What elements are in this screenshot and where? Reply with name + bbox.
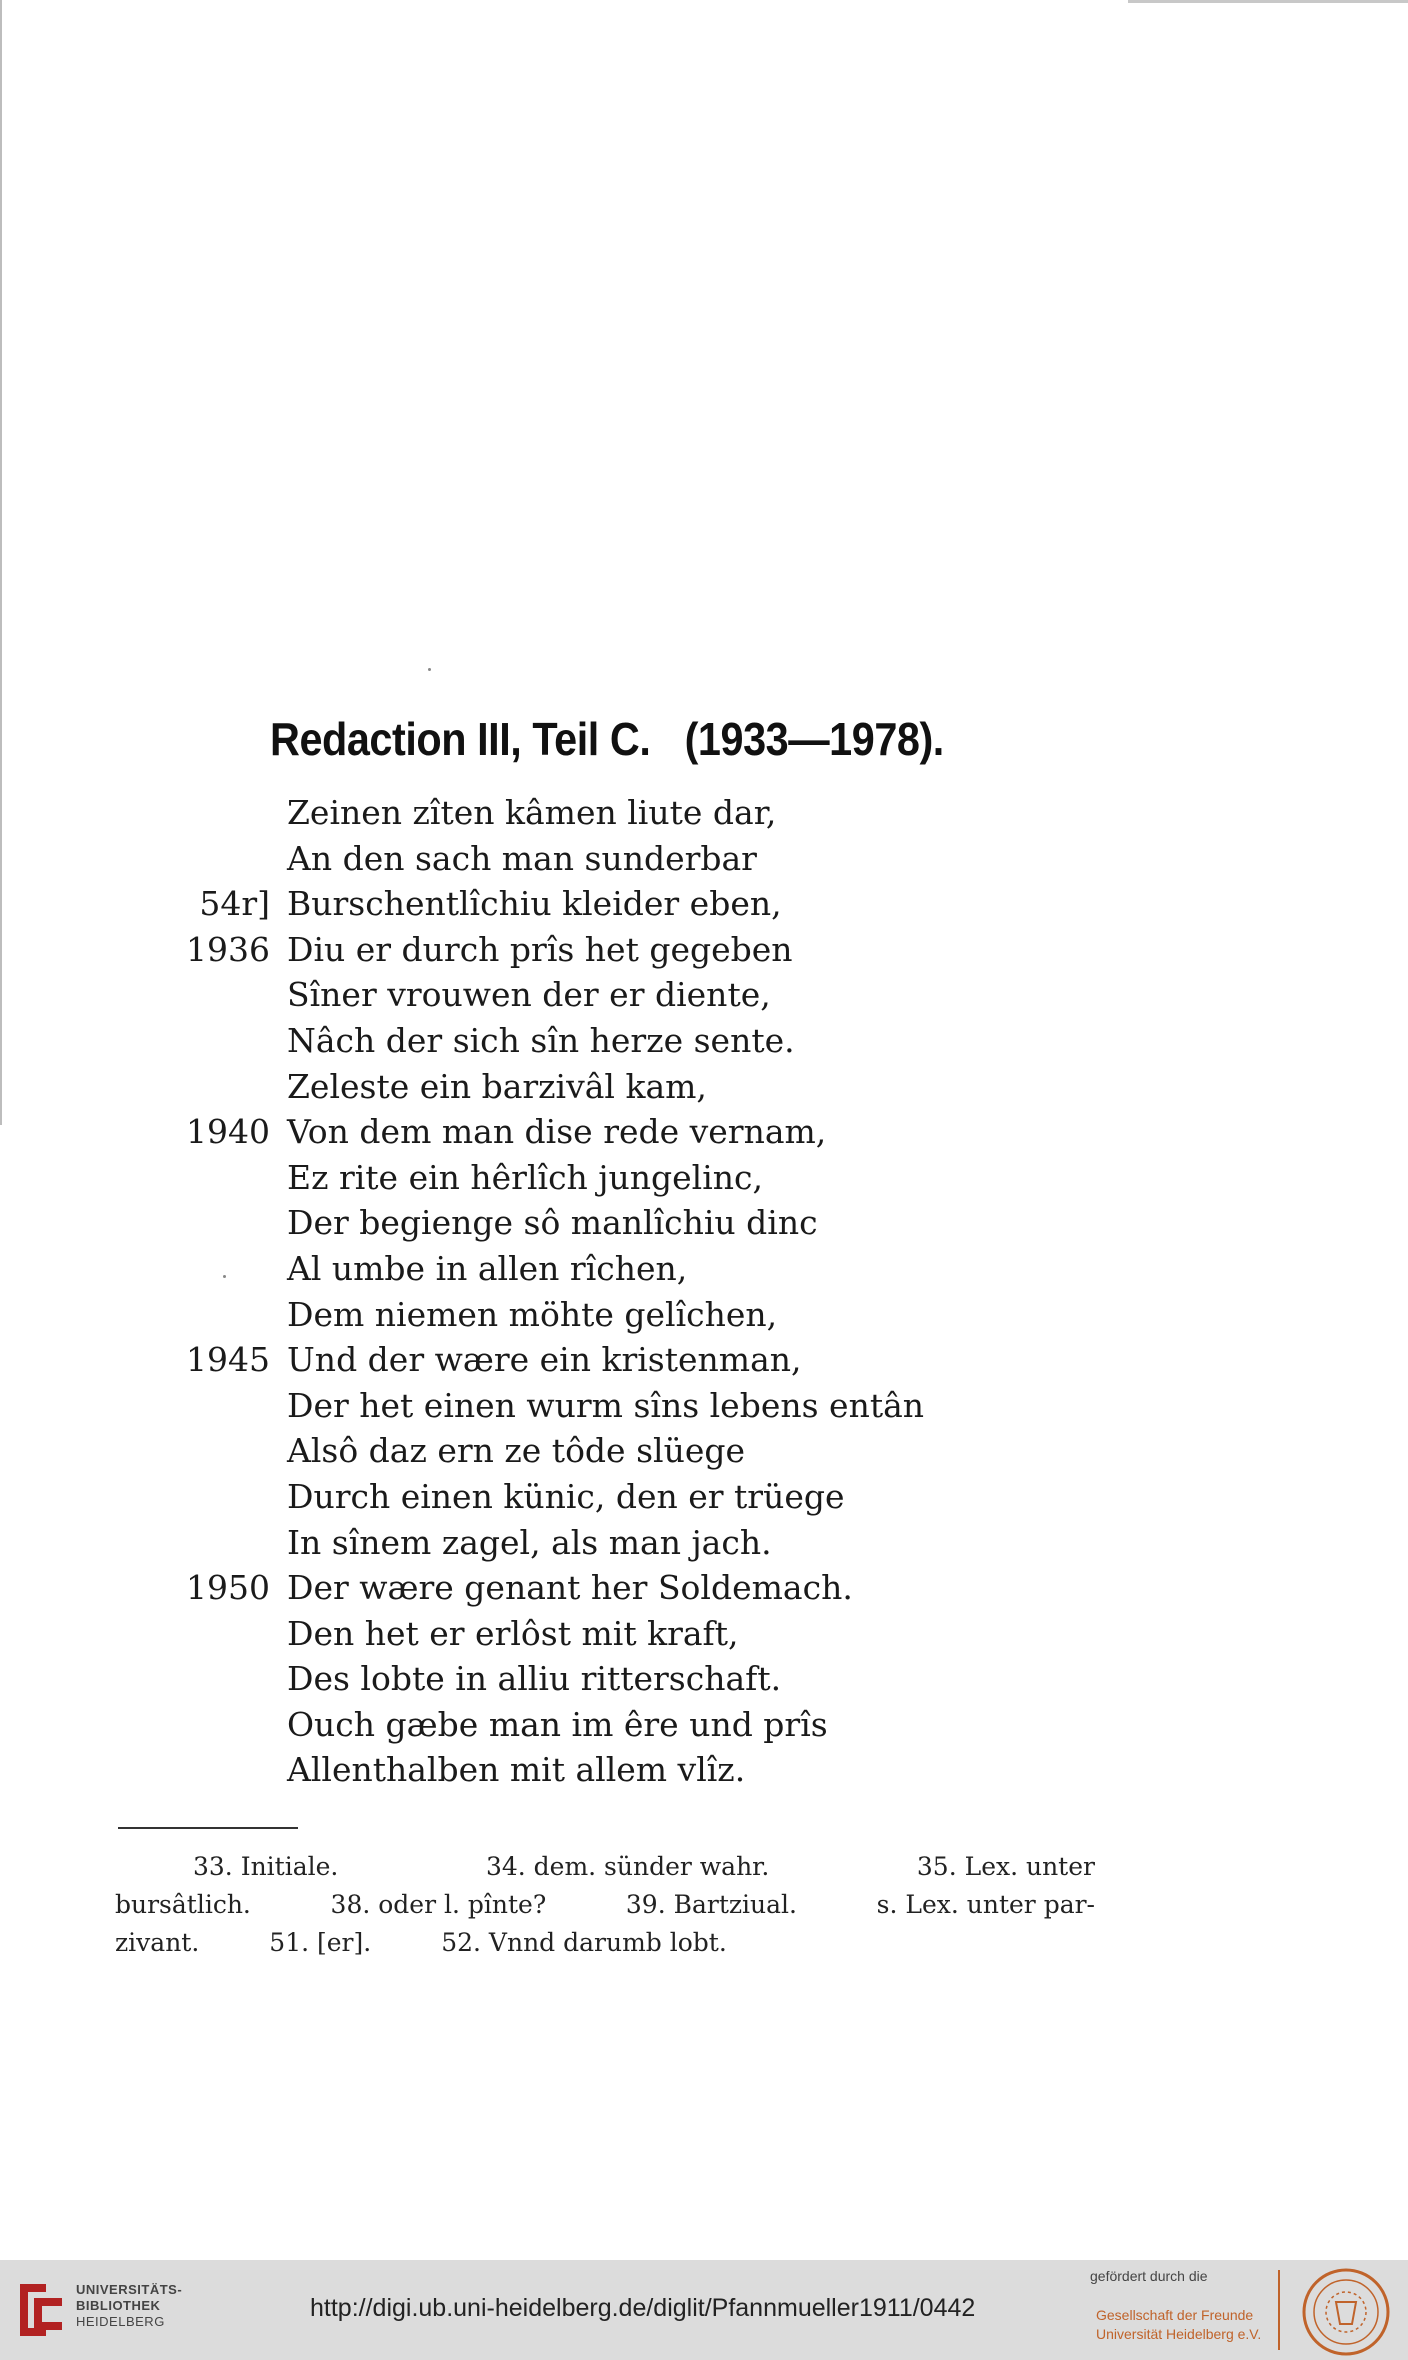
verse-line — [0, 1109, 1100, 1155]
footnote: 35. Lex. unter — [916, 1852, 1095, 1881]
heading-title: Redaction III, Teil C. — [270, 713, 651, 765]
footnote: 33. Initiale. — [193, 1852, 339, 1881]
poem-text — [0, 790, 1100, 1793]
verse-line — [0, 1383, 1100, 1429]
library-name: UNIVERSITÄTS- BIBLIOTHEK HEIDELBERG — [76, 2282, 183, 2329]
digitization-footer — [0, 2260, 1408, 2360]
verse-text: Der begienge sô manlîchiu dinc — [287, 1203, 818, 1243]
verse-text: Alsô daz ern ze tôde slüege — [287, 1431, 746, 1471]
verse-text: Burschentlîchiu kleider eben, — [287, 884, 782, 924]
verse-text: Ez rite ein hêrlîch jungelinc, — [287, 1157, 764, 1197]
footnote: 51. [er]. — [269, 1928, 372, 1957]
verse-line — [0, 1200, 1100, 1246]
verse-line — [0, 1474, 1100, 1520]
verse-line — [0, 1155, 1100, 1201]
footnote: 38. oder l. pînte? — [330, 1890, 547, 1919]
verse-text: An den sach man sunderbar — [287, 838, 757, 878]
verse-number: 1945 — [186, 1340, 270, 1380]
verse-number: 1950 — [186, 1568, 270, 1608]
footnote: s. Lex. unter par- — [876, 1890, 1095, 1919]
footnote: 52. Vnnd darumb lobt. — [441, 1928, 727, 1957]
verse-line — [0, 1747, 1100, 1793]
verse-text: Zeleste ein barzivâl kam, — [287, 1066, 707, 1106]
verse-text: Al umbe in allen rîchen, — [287, 1248, 688, 1288]
verse-number: 54r] — [199, 884, 270, 924]
verse-line — [0, 1565, 1100, 1611]
scan-top-edge — [1128, 0, 1408, 3]
verse-line — [0, 1064, 1100, 1110]
library-logo-icon — [14, 2278, 68, 2342]
verse-text: Zeinen zîten kâmen liute dar, — [287, 793, 777, 832]
verse-text: Den het er erlôst mit kraft, — [287, 1613, 739, 1653]
verse-text: Diu er durch prîs het gegeben — [287, 929, 793, 969]
sponsor-divider — [1278, 2270, 1280, 2350]
heading-verse-range: (1933—1978). — [684, 713, 944, 765]
sponsor-name: Gesellschaft der Freunde Universität Heidelberg e.V. — [1096, 2307, 1262, 2342]
verse-number: 1936 — [186, 929, 270, 969]
verse-line — [0, 1702, 1100, 1748]
verse-text: Ouch gæbe man im êre und prîs — [287, 1704, 828, 1744]
verse-line — [0, 1611, 1100, 1657]
permalink-url[interactable]: http://digi.ub.uni-heidelberg.de/diglit/Pfannmueller1911/0442 — [310, 2294, 976, 2322]
verse-line — [0, 836, 1100, 882]
verse-line — [0, 881, 1100, 927]
verse-text: Durch einen künic, den er trüege — [287, 1476, 845, 1516]
verse-text: Und der wære ein kristenman, — [287, 1340, 802, 1380]
footnote: 34. dem. sünder wahr. — [485, 1852, 770, 1881]
footnote: zivant. — [115, 1928, 200, 1957]
footnote: bursâtlich. — [115, 1890, 251, 1919]
scan-speck — [428, 668, 431, 671]
verse-line — [0, 790, 1100, 836]
verse-text: Des lobte in alliu ritterschaft. — [287, 1659, 782, 1699]
footnotes — [115, 1848, 1095, 1962]
footnote-rule — [118, 1827, 298, 1829]
verse-line — [0, 927, 1100, 973]
page-heading — [270, 712, 944, 766]
verse-text: Nâch der sich sîn herze sente. — [287, 1020, 795, 1060]
sponsor-label: gefördert durch die — [1090, 2268, 1208, 2284]
verse-line — [0, 1428, 1100, 1474]
verse-line — [0, 1656, 1100, 1702]
verse-line — [0, 1520, 1100, 1566]
verse-line — [0, 1018, 1100, 1064]
verse-line — [0, 972, 1100, 1018]
footnote-line — [115, 1848, 1095, 1886]
verse-number: 1940 — [186, 1112, 270, 1152]
verse-text: Der het einen wurm sîns lebens entân — [287, 1385, 925, 1425]
university-seal-icon — [1296, 2266, 1396, 2358]
footnote-line — [115, 1924, 1095, 1962]
verse-text: Der wære genant her Soldemach. — [287, 1568, 853, 1608]
footnote: 39. Bartziual. — [625, 1890, 797, 1919]
footnote-line — [115, 1886, 1095, 1924]
verse-line — [0, 1246, 1100, 1292]
verse-text: Dem niemen möhte gelîchen, — [287, 1294, 778, 1334]
verse-text: Sîner vrouwen der er diente, — [287, 975, 771, 1015]
verse-text: In sînem zagel, als man jach. — [287, 1522, 772, 1562]
verse-text: Allenthalben mit allem vlîz. — [287, 1750, 746, 1790]
verse-line — [0, 1292, 1100, 1338]
verse-text: Von dem man dise rede vernam, — [287, 1112, 827, 1152]
verse-line — [0, 1337, 1100, 1383]
